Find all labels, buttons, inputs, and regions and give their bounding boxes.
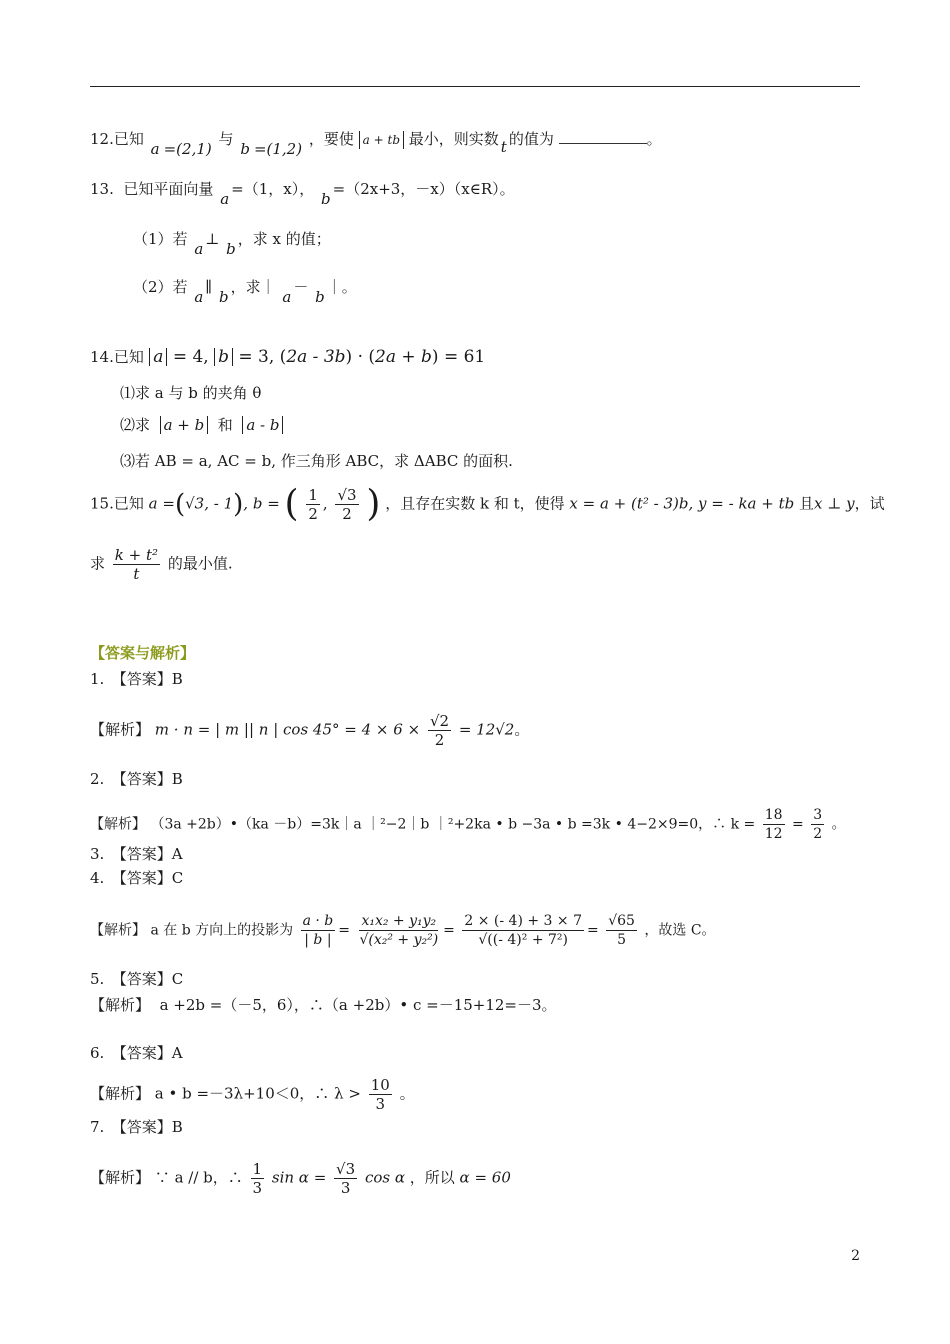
question-12: 12.已知 a =(2,1) 与 b =(1,2) ，要使 a + tb 最小，则实数 t 的值为 。 (90, 130, 662, 158)
answer-6-explanation: 【解析】 a • b =－3λ+10＜0，∴ λ > $\frac{10}{3}$ 。 (90, 1076, 415, 1113)
answer-7-label: 7. 【答案】B (90, 1118, 183, 1136)
answer-4-explanation: 【解析】 a 在 b 方向上的投影为 $\frac{a \cdot b}{| b |}$ = $\frac{\text{x₁x₂ + y₁y₂}}{\text{√(x₂² + y₂²)}}$ = $\frac{2 \times (- 4) + 3 \times 7}{\text{√((- 4)² + 7²)}}$ = $\frac{√65}{5}$ ，故选 C。 (90, 913, 716, 948)
answer-blank (559, 129, 647, 144)
answer-1-label: 1. 【答案】B (90, 670, 183, 688)
answer-5-label: 5. 【答案】C (90, 970, 184, 988)
page-number: 2 (851, 1248, 860, 1264)
question-15: 15.已知 a =(√3, - 1), b = ( $\frac{1}{2}$ , $\frac{√3}{2}$ ) ，且存在实数 k 和 t，使得 x = a + (t² - 3)b, y = - ka + tb 且x ⊥ y，试 (90, 483, 885, 525)
answer-5-explanation: 【解析】 a +2b =（－5，6），∴（a +2b）• c =－15+12=－3。 (90, 996, 557, 1014)
question-15-line-2: 求 $\frac{\text{k + t²}}{t}$ 的最小值. (90, 546, 233, 583)
answer-3-label: 3. 【答案】A (90, 845, 183, 863)
answer-1-explanation: 【解析】 m · n = | m || n | cos 45° = 4 × 6 × $\frac{√2}{2}$ = 12√2。 (90, 712, 530, 749)
question-14-part-3: ⑶若 AB = a, AC = b, 作三角形 ABC，求 ΔABC 的面积. (120, 452, 513, 470)
answer-2-label: 2. 【答案】B (90, 770, 183, 788)
answer-6-label: 6. 【答案】A (90, 1044, 183, 1062)
question-14-part-2: ⑵求 a + b 和 a - b (120, 414, 283, 436)
question-14-part-1: ⑴求 a 与 b 的夹角 θ (120, 384, 262, 402)
answers-heading: 【答案与解析】 (90, 644, 196, 662)
answer-4-label: 4. 【答案】C (90, 869, 184, 887)
header-rule (90, 86, 860, 87)
question-13-part-2: （2）若 a∥ b，求｜ a－ b｜。 (133, 278, 357, 306)
question-14: 14.已知 a = 4, b = 3, (2a - 3b) · (2a + b) = 61 (90, 347, 486, 367)
question-13-part-1: （1）若 a⊥ b，求 x 的值； (133, 230, 331, 258)
question-13: 13. 已知平面向量 a=（1，x）， b=（2x+3，－x）（x∈R）。 (90, 180, 515, 208)
answer-2-explanation: 【解析】 （3a +2b）•（ka －b）=3k｜a ｜²−2｜b ｜²+2ka • b −3a • b =3k • 4−2×9=0，∴ k = $\frac{18}{12}$ = $\frac{3}{2}$ 。 (90, 807, 846, 842)
answer-7-explanation: 【解析】 ∵ a // b，∴ $\frac{1}{3}$ sin α = $\frac{√3}{3}$ cos α ，所以 α = 60 (90, 1160, 511, 1197)
